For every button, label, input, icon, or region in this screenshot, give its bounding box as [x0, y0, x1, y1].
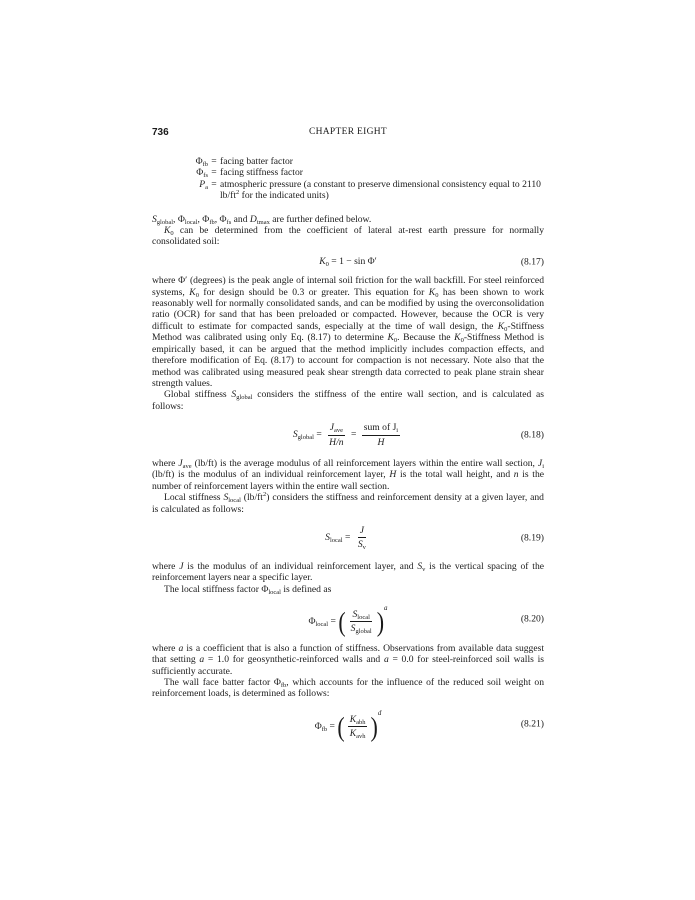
text: where — [152, 560, 180, 572]
equation-8-18 — [152, 422, 544, 448]
text: is the number of reinforcement layers within the entire wall section. — [152, 469, 544, 492]
sym-J: J — [537, 457, 543, 469]
eq-lhs-sub: local — [315, 621, 329, 628]
sub-tmax: tmax — [256, 218, 270, 226]
page-number: 736 — [152, 127, 169, 138]
sym-K: K — [497, 320, 505, 332]
eq-lhs: Φ — [308, 616, 316, 627]
sym-S: S — [152, 213, 157, 225]
def-text-after: for the indicated units) — [239, 190, 329, 202]
def-text — [220, 179, 544, 202]
text: (lb/ft) is the average modulus of all reinforcement layers within the entire wall section, — [191, 457, 538, 469]
sub-0: 0 — [195, 291, 199, 299]
def-symbol: P — [199, 178, 206, 190]
sym-S: S — [352, 608, 358, 620]
sym-phi: Φ — [219, 213, 227, 225]
text: considers the stiffness of the entire wall section, and is calculated as follows: — [152, 389, 544, 412]
sym-K: K — [349, 713, 357, 725]
denominator — [327, 436, 345, 448]
equation-number: (8.18) — [520, 429, 544, 441]
definition-list — [186, 156, 544, 202]
numerator — [350, 609, 371, 622]
exponent: a — [384, 604, 388, 612]
text: has been shown to work reasonably well for normally consolidated sands, and can be modified by using the overconsolidation ratio (OCR) for sand that has been preloaded or compacted. However, because the OCR is very difficult to estimate for compacted sands, especially at the time of wall design, the — [152, 286, 545, 332]
definition-atmospheric-pressure — [186, 179, 544, 202]
sym-J: J — [178, 457, 183, 469]
def-equals: = — [211, 156, 217, 167]
text: -Stiffness Method is empirically based, it can be argued that the method implicitly includes compaction effects, and therefore modification of Eq. (8.17) to account for compaction is not necessary. Note also that the method was calibrated using measured peak shear strength data corrected to peak plane strain shear strength values. — [152, 332, 544, 389]
equation-8-17 — [152, 256, 544, 267]
equation-number: (8.21) — [520, 717, 544, 729]
page-body — [152, 156, 544, 747]
numerator — [348, 714, 368, 727]
sym-a: a — [383, 654, 389, 666]
sub-i: i — [542, 462, 544, 470]
sym-S: S — [223, 492, 229, 504]
text: Global stiffness — [164, 389, 232, 401]
sub-v: v — [422, 565, 426, 573]
eq-lhs-sub: global — [297, 434, 314, 442]
sup-2: 2 — [262, 491, 267, 499]
numerator — [328, 422, 345, 435]
eq-lhs-sub: 0 — [325, 260, 329, 268]
den-text: H — [377, 436, 385, 448]
numerator — [362, 422, 400, 435]
sub-global: global — [236, 394, 253, 402]
paragraph-face-batter-factor — [152, 677, 544, 700]
def-equals: = — [211, 178, 217, 190]
sub-i: i — [396, 427, 399, 435]
sub-local: local — [184, 218, 198, 226]
den-text: H/n — [329, 436, 344, 448]
text: Local stiffness — [164, 492, 224, 504]
sub-abh: abh — [356, 718, 366, 726]
sym-K: K — [189, 286, 196, 298]
eq-lhs-sub: local — [329, 537, 343, 545]
sym-phi: Φ — [177, 213, 185, 225]
sub-0: 0 — [393, 337, 398, 345]
sym-phi: Φ — [202, 213, 210, 225]
text: The wall face batter factor — [164, 676, 274, 688]
sym-a: a — [178, 642, 184, 654]
sym-H: H — [389, 469, 397, 481]
def-symbol-sub: fb — [202, 161, 208, 168]
denominator — [356, 538, 368, 550]
text: where Φ′ (degrees) is the peak angle of internal soil friction for the wall backfill. For steel reinforced systems, — [152, 275, 544, 298]
eq-lhs: K — [319, 255, 326, 267]
sub-0: 0 — [460, 337, 464, 345]
paragraph-local-stiffness — [152, 492, 544, 515]
sym-S: S — [417, 560, 423, 572]
equation-number: (8.17) — [520, 255, 544, 267]
text: . Because the — [397, 332, 455, 344]
equation-8-20 — [152, 603, 544, 635]
eq-rhs: = 1 − sin Φ′ — [328, 255, 377, 267]
paragraph-friction-angle — [152, 275, 544, 389]
sub-fb: fb — [280, 681, 287, 689]
paragraph-further-defined — [152, 214, 544, 225]
sym-S: S — [357, 539, 363, 551]
text: is the total wall height, and — [396, 469, 514, 481]
text: is a coefficient that is also a function of stiffness. Observations from available data suggest that setting — [152, 642, 544, 666]
sub-ave: ave — [182, 462, 192, 470]
text: = 1.0 for geosynthetic-reinforced walls and — [204, 654, 384, 666]
denominator — [375, 436, 386, 448]
eq-body — [293, 422, 403, 448]
text: is the vertical spacing of the reinforcement layers near a specific layer. — [152, 560, 544, 584]
text: for design should be 0.3 or greater. This equation for — [198, 286, 429, 298]
sym-S: S — [350, 623, 356, 635]
equation-8-19 — [152, 525, 544, 551]
def-text: facing stiffness factor — [220, 167, 303, 179]
sub-local: local — [268, 588, 281, 596]
sub-avh: avh — [356, 733, 366, 741]
definition-facing-stiffness — [186, 167, 544, 178]
sym-K: K — [387, 332, 394, 344]
eq-lhs: S — [325, 532, 330, 544]
exponent: d — [377, 708, 382, 717]
sym-K: K — [454, 332, 461, 344]
text: -Stiffness Method was calibrated using only Eq. (8.17) to determine — [152, 320, 544, 344]
def-equals: = — [211, 167, 217, 179]
sub-ave: ave — [333, 427, 343, 435]
text: The local stiffness factor — [164, 583, 262, 595]
text: where — [152, 457, 179, 469]
sub-fb: fb — [209, 218, 215, 226]
def-text-sup: 2 — [236, 189, 240, 197]
sym-phi: Φ — [273, 676, 281, 688]
eq-lhs: S — [292, 429, 298, 441]
paragraph-global-stiffness — [152, 389, 544, 412]
denominator — [348, 727, 368, 739]
eq-body — [319, 256, 377, 267]
eq-equals: = — [350, 429, 357, 441]
paragraph-j-modulus — [152, 561, 544, 584]
sym-K: K — [349, 728, 357, 740]
sub-local: local — [228, 497, 241, 505]
text: (lb/ft) is the modulus of an individual reinforcement layer, — [152, 469, 390, 481]
comma: , — [286, 676, 293, 688]
right-paren: ) — [370, 710, 378, 742]
equation-number: (8.19) — [520, 532, 544, 544]
text: which accounts for the influence of the reduced soil weight on reinforcement loads, is determined as follows: — [152, 676, 544, 700]
text: is defined as — [280, 583, 332, 595]
def-text: facing batter factor — [220, 156, 293, 167]
sub-local: local — [357, 613, 370, 621]
fraction-slocal-over-sglobal — [349, 609, 374, 635]
paragraph-jave-definition — [152, 458, 544, 492]
sym-n: n — [513, 469, 519, 481]
and: and — [231, 213, 250, 225]
fraction-jave-over-hn — [327, 422, 345, 448]
def-symbol: Φ — [196, 167, 204, 179]
eq-equals: = — [330, 616, 336, 627]
sym-S: S — [231, 389, 237, 401]
left-paren: ( — [337, 710, 345, 742]
def-symbol-sub: fs — [203, 172, 208, 180]
chapter-title: CHAPTER EIGHT — [308, 127, 388, 137]
sub-v: v — [362, 544, 366, 552]
sym-a: a — [199, 654, 205, 666]
sym-J: J — [329, 422, 334, 434]
fraction-sumj-over-h — [362, 422, 400, 448]
fraction-kabh-over-kavh — [348, 714, 368, 740]
eq-equals: = — [344, 532, 351, 544]
text: where — [152, 642, 179, 654]
eq-body — [325, 525, 371, 551]
denominator — [349, 622, 374, 634]
eq-equals: = — [329, 720, 335, 732]
paragraph-k0-intro — [152, 225, 544, 248]
text: can be determined from the coefficient of lateral at-rest earth pressure for normally consolidated soil: — [152, 225, 544, 248]
num-text: sum of J — [363, 422, 397, 434]
sub-0: 0 — [170, 230, 174, 238]
eq-body — [315, 708, 382, 740]
sym-K: K — [164, 225, 171, 237]
eq-lhs: Φ — [314, 720, 322, 732]
text: ) considers the stiffness and reinforcement density at a given layer, and is calculated as follows: — [152, 492, 544, 515]
comma: , — [173, 213, 178, 225]
text: = 0.0 for steel-reinforced soil walls is sufficiently accurate. — [152, 654, 544, 677]
paragraph-local-stiffness-factor — [152, 584, 544, 595]
def-symbol: Φ — [195, 156, 203, 167]
sub-fs: fs — [226, 218, 232, 226]
right-paren: ) — [376, 605, 385, 637]
numerator — [358, 525, 366, 538]
sym-J: J — [179, 560, 184, 572]
def-text-main: atmospheric pressure (a constant to preserve dimensional consistency equal to 2110 lb/ft — [220, 178, 541, 202]
sym-phi: Φ — [261, 583, 269, 595]
fraction-j-over-sv — [356, 525, 368, 551]
sub-global: global — [355, 628, 372, 636]
eq-equals: = — [316, 429, 322, 441]
def-symbol-sub: a — [205, 183, 208, 191]
left-paren: ( — [338, 605, 346, 637]
comma: , — [214, 213, 220, 225]
equation-8-21 — [152, 708, 544, 740]
text: are further defined below. — [269, 213, 372, 225]
eq-lhs-sub: fb — [321, 725, 328, 733]
definition-facing-batter — [186, 156, 544, 167]
equation-number: (8.20) — [520, 613, 544, 625]
sym-K: K — [428, 286, 436, 298]
sub-global: global — [156, 218, 174, 226]
sub-0: 0 — [504, 325, 508, 333]
sym-J: J — [359, 524, 364, 536]
sym-D: D — [249, 213, 257, 225]
eq-body — [308, 603, 387, 635]
text: is the modulus of an individual reinforcement layer, and — [183, 560, 418, 572]
text: (lb/ft — [240, 492, 263, 504]
paragraph-coefficient-a — [152, 643, 544, 677]
sub-0: 0 — [435, 291, 439, 299]
comma: , — [197, 213, 203, 225]
